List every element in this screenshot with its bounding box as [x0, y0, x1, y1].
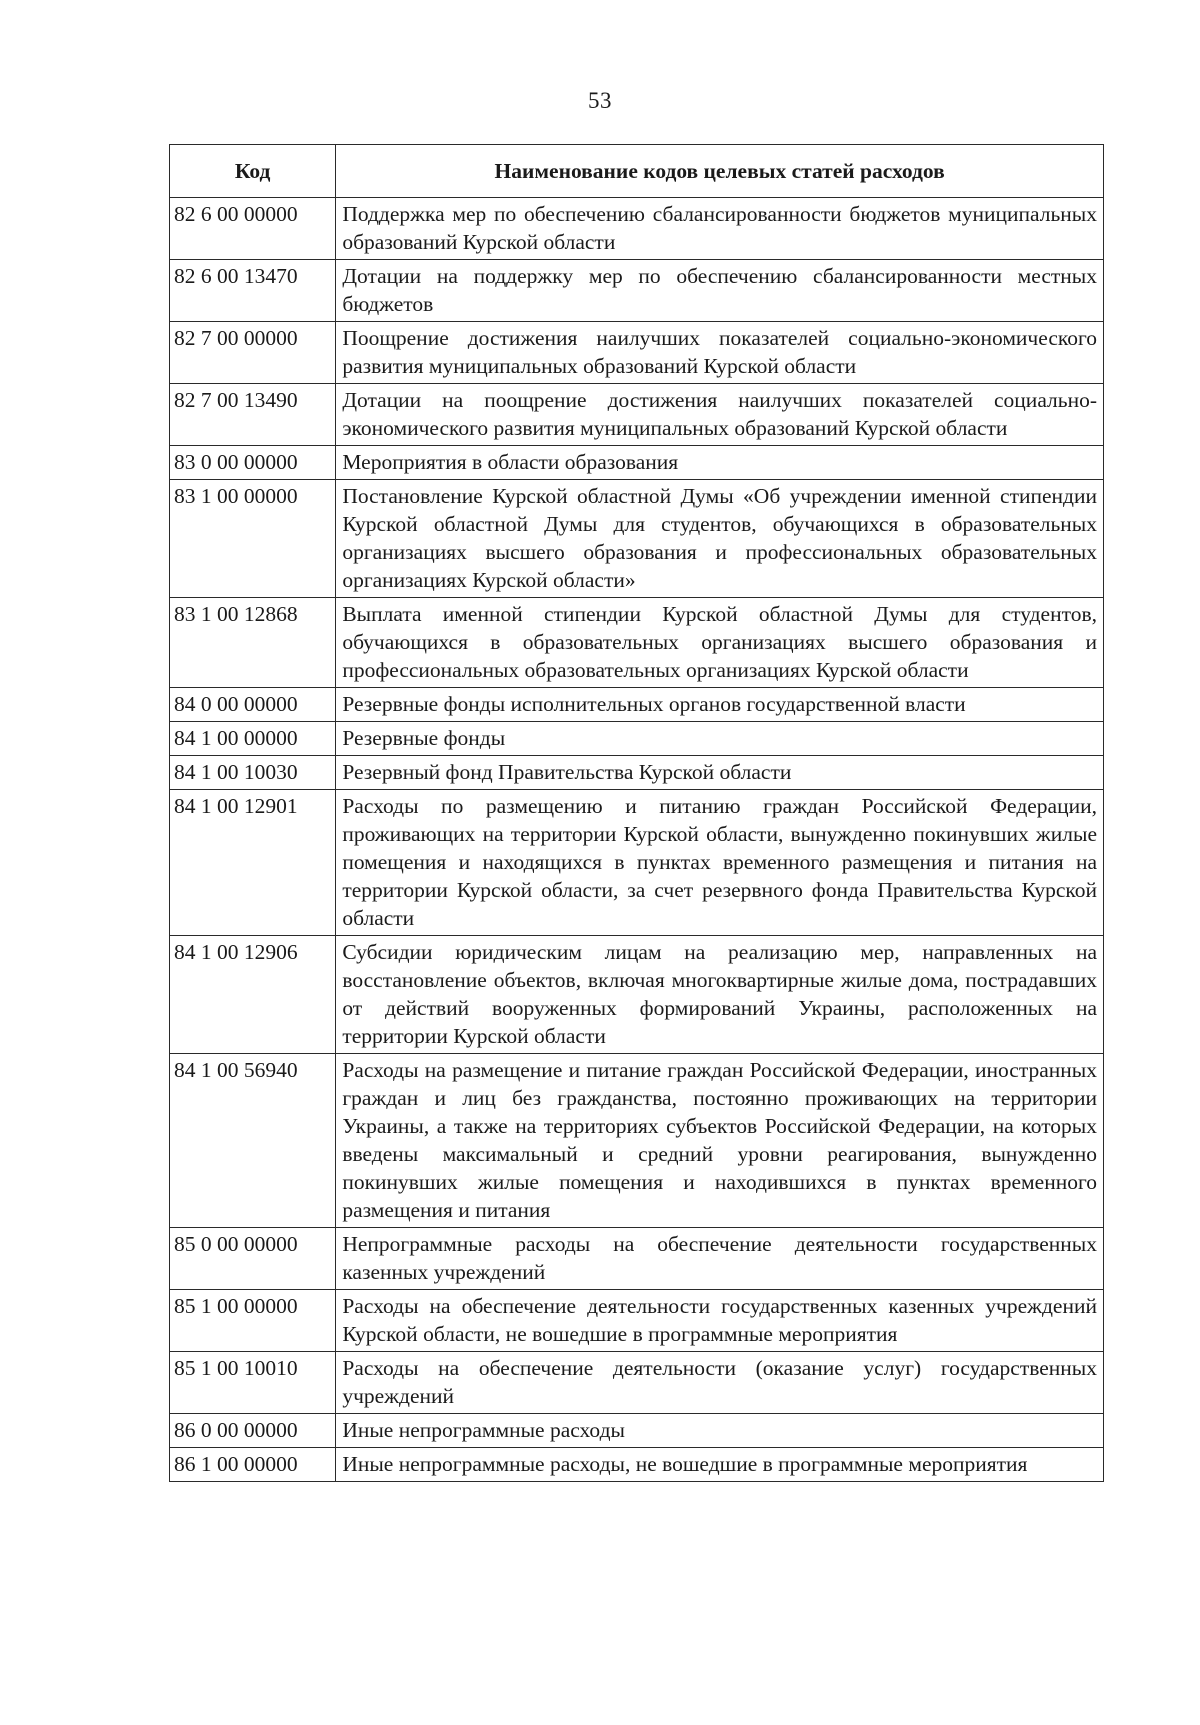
row-name-cell: Резервный фонд Правительства Курской области [336, 756, 1104, 790]
row-name-cell: Расходы на размещение и питание граждан Российской Федерации, иностранных граждан и лиц без гражданства, постоянно проживающих на территории Украины, а также на территориях субъектов Российской Федерации, на которых введены максимальный и средний уровни реагирования, вынужденно покинувших жилые помещения и находившихся в пунктах временного размещения и питания [336, 1054, 1104, 1228]
header-name: Наименование кодов целевых статей расходов [336, 145, 1104, 198]
row-code-cell: 86 0 00 00000 [170, 1414, 336, 1448]
header-code: Код [170, 145, 336, 198]
row-name-cell: Мероприятия в области образования [336, 446, 1104, 480]
page-number: 53 [588, 88, 612, 113]
row-code-cell: 86 1 00 00000 [170, 1448, 336, 1482]
table-row [170, 384, 1104, 446]
table-header-row [170, 145, 1104, 198]
table-row [170, 756, 1104, 790]
table-row [170, 1228, 1104, 1290]
row-code-cell: 82 7 00 00000 [170, 322, 336, 384]
row-name-cell: Постановление Курской областной Думы «Об учреждении именной стипендии Курской областной Думы для студентов, обучающихся в образовательных организациях высшего образования и профессиональных образовательных организациях Курской области» [336, 480, 1104, 598]
row-code-cell: 83 0 00 00000 [170, 446, 336, 480]
row-name-cell: Поощрение достижения наилучших показателей социально-экономического развития муниципальных образований Курской области [336, 322, 1104, 384]
table-row [170, 688, 1104, 722]
row-code-cell: 85 1 00 10010 [170, 1352, 336, 1414]
row-name-cell: Расходы на обеспечение деятельности (оказание услуг) государственных учреждений [336, 1352, 1104, 1414]
expense-codes-table [169, 144, 1104, 1482]
row-code-cell: 83 1 00 00000 [170, 480, 336, 598]
row-name-cell: Поддержка мер по обеспечению сбалансированности бюджетов муниципальных образований Курской области [336, 198, 1104, 260]
row-code-cell: 82 7 00 13490 [170, 384, 336, 446]
row-name-cell: Дотации на поддержку мер по обеспечению сбалансированности местных бюджетов [336, 260, 1104, 322]
row-code-cell: 84 1 00 12906 [170, 936, 336, 1054]
row-name-cell: Расходы на обеспечение деятельности государственных казенных учреждений Курской области, не вошедшие в программные мероприятия [336, 1290, 1104, 1352]
row-name-cell: Иные непрограммные расходы, не вошедшие в программные мероприятия [336, 1448, 1104, 1482]
row-name-cell: Дотации на поощрение достижения наилучших показателей социально-экономического развития муниципальных образований Курской области [336, 384, 1104, 446]
row-name-cell: Резервные фонды [336, 722, 1104, 756]
row-code-cell: 84 1 00 56940 [170, 1054, 336, 1228]
row-code-cell: 85 1 00 00000 [170, 1290, 336, 1352]
table-row [170, 1414, 1104, 1448]
row-name-cell: Субсидии юридическим лицам на реализацию мер, направленных на восстановление объектов, включая многоквартирные жилые дома, пострадавших от действий вооруженных формирований Украины, расположенных на территории Курской области [336, 936, 1104, 1054]
row-code-cell: 83 1 00 12868 [170, 598, 336, 688]
row-code-cell: 84 1 00 12901 [170, 790, 336, 936]
table-body [170, 198, 1104, 1482]
table-row [170, 1054, 1104, 1228]
row-code-cell: 84 1 00 10030 [170, 756, 336, 790]
row-code-cell: 84 1 00 00000 [170, 722, 336, 756]
table-row [170, 322, 1104, 384]
row-name-cell: Выплата именной стипендии Курской областной Думы для студентов, обучающихся в образовательных организациях высшего образования и профессиональных образовательных организациях Курской области [336, 598, 1104, 688]
row-name-cell: Непрограммные расходы на обеспечение деятельности государственных казенных учреждений [336, 1228, 1104, 1290]
table-row [170, 722, 1104, 756]
table-row [170, 790, 1104, 936]
row-code-cell: 84 0 00 00000 [170, 688, 336, 722]
table-row [170, 598, 1104, 688]
table-row [170, 480, 1104, 598]
table-row [170, 1448, 1104, 1482]
table-row [170, 1352, 1104, 1414]
table-row [170, 1290, 1104, 1352]
table-row [170, 446, 1104, 480]
table-row [170, 260, 1104, 322]
row-name-cell: Расходы по размещению и питанию граждан Российской Федерации, проживающих на территории Курской области, вынужденно покинувших жилые помещения и находящихся в пунктах временного размещения и питания на территории Курской области, за счет резервного фонда Правительства Курской области [336, 790, 1104, 936]
table-row [170, 936, 1104, 1054]
row-code-cell: 82 6 00 13470 [170, 260, 336, 322]
row-name-cell: Резервные фонды исполнительных органов государственной власти [336, 688, 1104, 722]
table-row [170, 198, 1104, 260]
row-code-cell: 85 0 00 00000 [170, 1228, 336, 1290]
row-name-cell: Иные непрограммные расходы [336, 1414, 1104, 1448]
row-code-cell: 82 6 00 00000 [170, 198, 336, 260]
